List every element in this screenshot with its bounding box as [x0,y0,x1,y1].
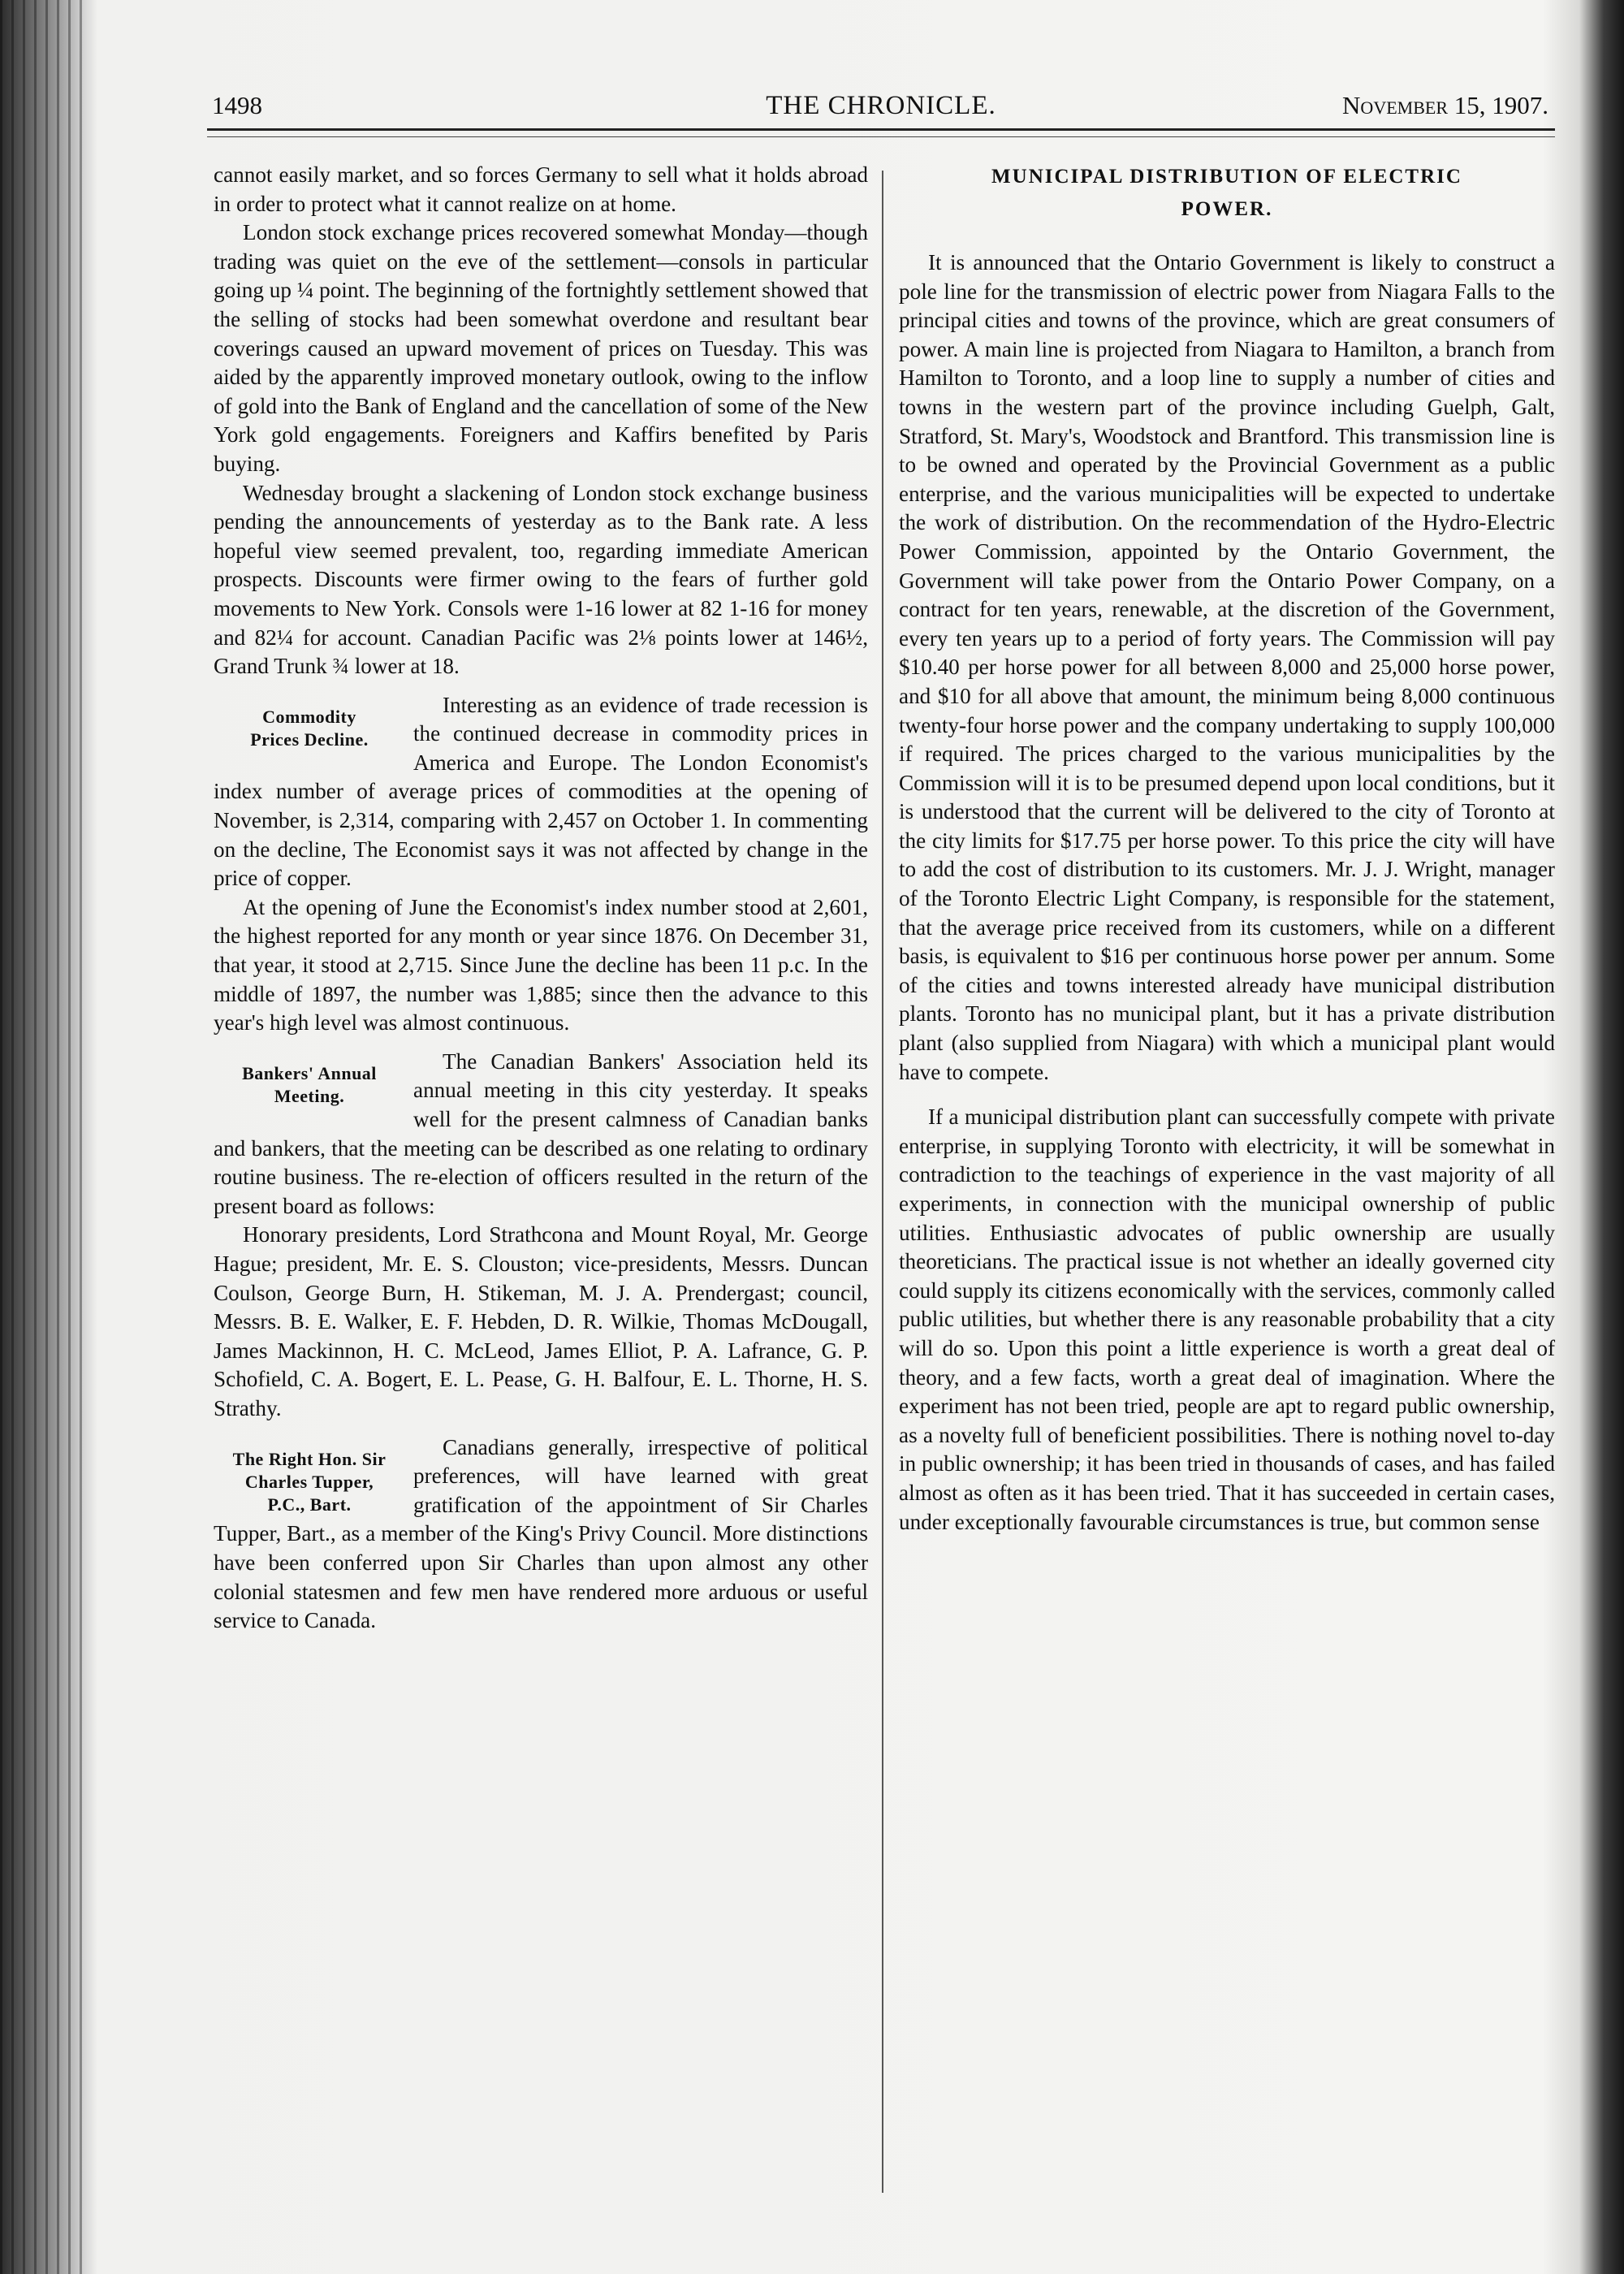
column-divider [882,171,883,2193]
article-title [899,161,1555,226]
tupper-section [214,1433,868,1636]
page-number: 1498 [212,91,262,119]
london-exchange-paragraph: London stock exchange prices recovered somewhat Monday—though trading was quiet on the eve of the settlement—consols in particular going up ¼ point. The beginning of the fortnightly settlement showed that the selling of stocks had been somewhat overdone and resultant bear coverings caused an upward movement of prices on Tuesday. This was aided by the apparently improved monetary outlook, owing to the inflow of gold into the Bank of England and the cancellation of some of the New York gold engagements. Foreigners and Kaffirs benefited by Paris buying. [214,220,868,476]
left-column [214,161,868,1636]
article-title-line-1: MUNICIPAL DISTRIBUTION OF ELECTRIC [991,166,1462,188]
commodity-paragraph-2: At the opening of June the Economist's index number stood at 2,601, the highest reported for any month or year since 1876. On December 31, that year, it stood at 2,715. Since June the decline has been 11 p.c. In the middle of 1897, the number was 1,885; since then the advance to this year's high level was almost continuous. [214,894,868,1035]
commodity-prices-heading [214,706,405,751]
electric-power-paragraph-1: It is announced that the Ontario Government is likely to construct a pole line for the transmission of electric power from Niagara Falls to the principal cities and towns of the province, which are great consumers of power. A main line is projected from Niagara to Hamilton, a branch from Hamilton to Toronto, and a loop line to supply a number of cities and towns in the western part of the province including Guelph, Galt, Stratford, St. Mary's, Woodstock and Brantford. This transmission line is to be owned and operated by the Provincial Government as a public enterprise, and the various municipalities will be expected to undertake the work of distribution. On the recommendation of the Hydro-Electric Power Commission, appointed by the Ontario Government, the Government will take power from the Ontario Power Company, on a contract for ten years, renewable, at the discretion of the Government, every ten years up to a period of forty years. The Commission will pay $10.40 per horse power for all between 8,000 and 25,000 horse power, and $10 for all above that amount, the minimum being 8,000 continuous twenty-four horse power and the company undertaking to supply 100,000 if required. The prices charged to the various municipalities by the Commission will it is to be presumed depend upon local conditions, but it is understood that the current will be delivered to the city of Toronto at the city limits for $17.75 per horse power. To this price the city will have to add the cost of distribution to its customers. Mr. J. J. Wright, manager of the Toronto Electric Light Company, is responsible for the statement, that the average price received from its customers, while on a different basis, is equivalent to $16 per continuous horse power per annum. Some of the cities and towns interested already have municipal distribution plants. Toronto has no municipal plant, but it has a private distribution plant (also supplied from Niagara) with which a municipal plant would have to compete. [899,250,1555,1084]
page-header [207,91,1555,132]
side-heading-line: Meeting. [274,1085,345,1106]
wednesday-paragraph: Wednesday brought a slackening of London stock exchange business pending the announcements of yesterday as to the Bank rate. A less hopeful view seemed prevalent, too, regarding immediate American prospects. Discounts were firmer owing to the fears of further gold movements to New York. Consols were 1-16 lower at 82 1-16 for money and 82¼ for account. Canadian Pacific was 2⅛ points lower at 146½, Grand Trunk ¾ lower at 18. [214,480,868,679]
side-heading-line: The Right Hon. Sir [232,1448,387,1469]
side-heading-line: Bankers' Annual [242,1062,377,1083]
bankers-meeting-section [214,1048,868,1424]
article-title-line-2: POWER. [1181,198,1273,220]
right-column [899,161,1555,1537]
bankers-paragraph-1: The Canadian Bankers' Association held its annual meeting in this city yesterday. It speaks well for the present calmness of Canadian banks and bankers, that the meeting can be described as one relating to ordinary routine business. The re-election of officers resulted in the return of the present board as follows: [214,1048,868,1218]
electric-power-paragraph-2: If a municipal distribution plant can successfully compete with private enterprise, in supplying Toronto with electricity, it will be somewhat in contradiction to the teachings of experience in the vast majority of all experiments, in connection with the municipal ownership of public utilities. Enthusiastic advocates of public ownership are usually theoreticians. The practical issue is not whether an ideally governed city could supply its citizens economically with the services, commonly called public utilities, but whether there is any reasonable probability that a city will do so. Upon this point a little experience is worth a great deal of theory, and a few facts, worth a great deal of imagination. Where the experiment has not been tried, people are apt to regard public ownership, as a novelty full of beneficient possibilities. There is nothing novel to-day in public ownership; it has been tried in thousands of cases, and has failed almost as often as it has been tried. That it has succeeded in certain cases, under exceptionally favourable circumstances is true, but common sense [899,1105,1555,1534]
continued-paragraph: cannot easily market, and so forces Germany to sell what it holds abroad in order to protect what it cannot realize on at home. [214,162,868,216]
bankers-paragraph-2: Honorary presidents, Lord Strathcona and Mount Royal, Mr. George Hague; president, Mr. E. S. Clouston; vice-presidents, Messrs. Duncan Coulson, George Burn, H. Stikeman, M. J. A. Prendergast; council, Messrs. B. E. Walker, E. F. Hebden, D. R. Wilkie, Thomas McDougall, James Mackinnon, H. C. McLeod, James Elliot, P. A. Lafrance, G. P. Schofield, C. A. Bogert, E. L. Pease, G. H. Balfour, E. L. Thorne, H. S. Strathy. [214,1222,868,1420]
header-rule [207,128,1555,137]
side-heading-line: P.C., Bart. [267,1494,352,1515]
issue-date: November 15, 1907. [1342,91,1548,119]
commodity-paragraph-1: Interesting as an evidence of trade recession is the continued decrease in commodity prices in America and Europe. The London Economist's index number of average prices of commodities at the opening of November, is 2,314, comparing with 2,457 on October 1. In commenting on the decline, The Economist says it was not affected by change in the price of copper. [214,692,868,891]
newspaper-page [207,81,1555,2209]
book-spine-edge [0,0,89,2274]
publication-title: THE CHRONICLE. [766,91,996,120]
side-heading-line: Charles Tupper, [244,1471,374,1492]
bankers-meeting-heading [214,1062,405,1108]
commodity-prices-section [214,691,868,1038]
side-heading-line: Prices Decline. [250,728,369,750]
tupper-paragraph: Canadians generally, irrespective of political preferences, will have learned with great gratification of the appointment of Sir Charles Tupper, Bart., as a member of the King's Privy Council. More distinctions have been conferred upon Sir Charles than upon almost any other colonial statesmen and few men have rendered more arduous or useful service to Canada. [214,1434,868,1633]
side-heading-line: Commodity [262,706,356,727]
tupper-heading [214,1448,405,1516]
